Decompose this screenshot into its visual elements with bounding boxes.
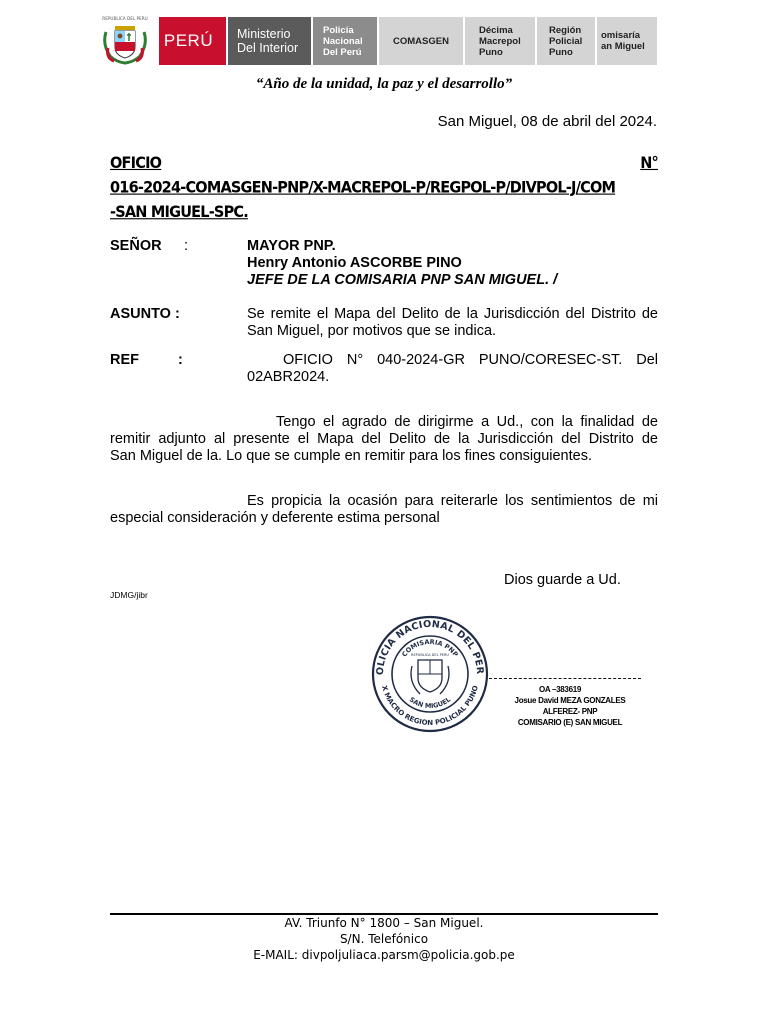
paragraph1-line1: Tengo el agrado de dirigirme a Ud., con la finalidad de (276, 414, 658, 430)
asunto-label: ASUNTO : (110, 306, 180, 322)
ref-line1: OFICIO N° 040-2024-GR PUNO/CORESEC-ST. Del (283, 352, 658, 368)
oficio-line3: -SAN MIGUEL-SPC. (110, 203, 248, 222)
oficio-num-sign: N° (640, 154, 658, 173)
decima-line3: Puno (479, 46, 503, 58)
decima-line2: Macrepol (479, 35, 521, 47)
senor-line3: JEFE DE LA COMISARIA PNP SAN MIGUEL. / (247, 272, 558, 288)
paragraph2-line2: especial consideración y deferente estima personal (110, 510, 440, 526)
paragraph2-line1: Es propicia la ocasión para reiterarle los sentimientos de mi (247, 493, 658, 509)
stamp-outer-top-text: OLICIA NACIONAL DEL PER (374, 618, 486, 676)
ref-colon: : (178, 352, 183, 368)
policia-box (313, 17, 377, 65)
senor-colon: : (184, 238, 189, 254)
comisaria-line1: omisaría (601, 30, 641, 41)
policia-line3: Del Perú (323, 46, 362, 58)
peru-coat-of-arms (100, 14, 150, 66)
signature-line1: OA –383619 (538, 685, 582, 694)
region-line2: Policial (549, 35, 583, 47)
stamp-inner-bottom-text: SAN MIGUEL (407, 695, 453, 711)
footer-address: AV. Triunfo N° 1800 – San Miguel. (284, 916, 484, 930)
peru-label-box (151, 17, 226, 65)
senor-line1: MAYOR PNP. (247, 238, 336, 254)
policia-line2: Nacional (323, 35, 363, 47)
flag-stripe (151, 17, 159, 65)
ministerio-line1: Ministerio (237, 27, 291, 41)
ministerio-line2: Del Interior (237, 41, 299, 55)
peru-label: PERÚ (163, 31, 214, 50)
paragraph1-line3: San Miguel de la. Lo que se cumple en remitir para los fines consiguientes. (110, 448, 592, 464)
footer-phone: S/N. Telefónico (339, 932, 429, 946)
senor-line2: Henry Antonio ASCORBE PINO (247, 255, 462, 271)
decima-line1: Décima (479, 24, 513, 36)
region-line3: Puno (549, 46, 573, 58)
paragraph1-line2: remitir adjunto al presente el Mapa del Delito de la Jurisdicción del Distrito de (110, 431, 658, 447)
region-box (537, 17, 595, 65)
comasgen-label: COMASGEN (393, 35, 449, 47)
ref-line2: 02ABR2024. (247, 369, 330, 385)
senor-label: SEÑOR (110, 238, 162, 254)
initials: JDMG/jibr (110, 590, 148, 600)
stamp-crest-text: REPUBLICA DEL PERU (411, 653, 449, 657)
oficio-line2: 016-2024-COMASGEN-PNP/X-MACREPOL-P/REGPOL-P/DIVPOL-J/COM (110, 179, 616, 197)
svg-text:REPUBLICA DEL PERU: REPUBLICA DEL PERU (102, 16, 148, 21)
ref-label: REF (110, 352, 139, 368)
footer-email: E-MAIL: divpoljuliaca.parsm@policia.gob.pe (253, 948, 515, 962)
comasgen-box (379, 17, 463, 65)
year-motto: “Año de la unidad, la paz y el desarrollo” (255, 76, 513, 92)
signature-line4: COMISARIO (E) SAN MIGUEL (517, 718, 623, 727)
closing: Dios guarde a Ud. (504, 572, 621, 588)
footer-divider (110, 913, 658, 915)
comisaria-box (597, 17, 657, 65)
oficio-word: OFICIO (110, 154, 162, 173)
ministerio-box (228, 17, 311, 65)
asunto-text: Se remite el Mapa del Delito de la Jurisdicción del Distrito de San Miguel, por motivos que se indica. (247, 306, 658, 339)
region-line1: Región (549, 24, 582, 36)
decima-box (465, 17, 535, 65)
comisaria-line2: an Miguel (601, 41, 645, 52)
signature-line2: Josue David MEZA GONZALES (514, 696, 626, 705)
policia-line1: Policía (323, 24, 354, 36)
police-stamp (370, 614, 490, 734)
stamp-outer-bottom-text: X MACRO REGION POLICIAL PUNO (380, 684, 480, 727)
oficio-number (110, 151, 658, 225)
signature-line3: ALFEREZ- PNP (542, 707, 598, 716)
date-line: San Miguel, 08 de abril del 2024. (437, 113, 657, 130)
stamp-inner-top-text: COMISARIA PNP (400, 637, 460, 659)
signature-line (489, 678, 641, 679)
